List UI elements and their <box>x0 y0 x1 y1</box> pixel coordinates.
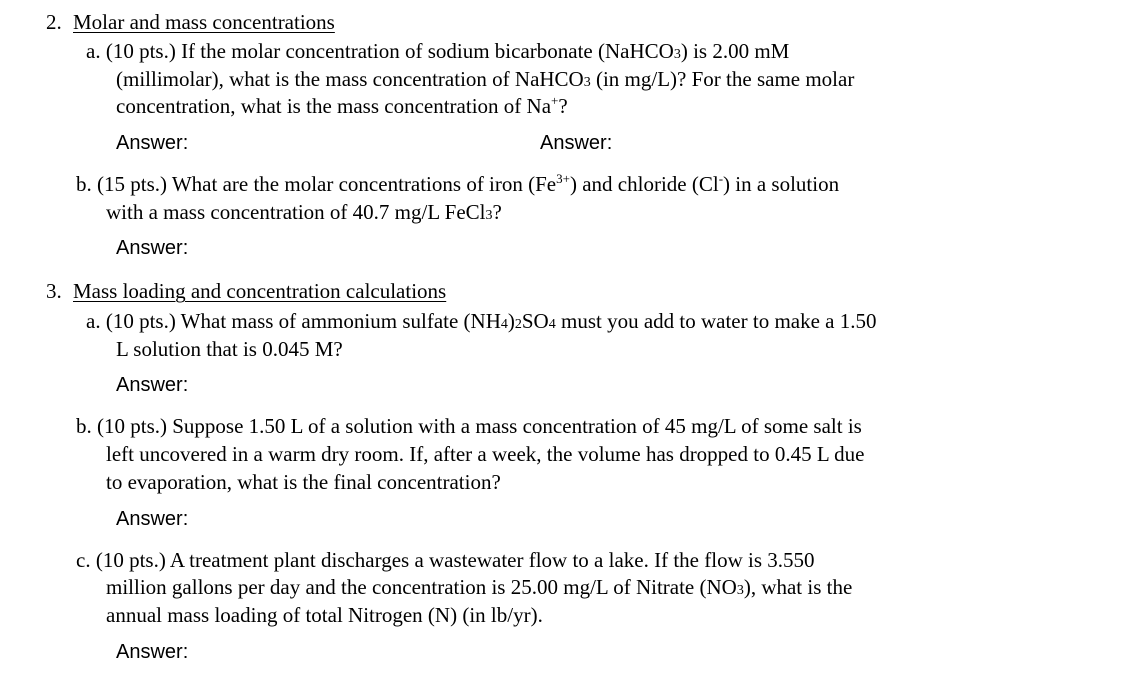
q2b-answer-label: Answer: <box>116 237 189 259</box>
q2a-answer-right-label: Answer: <box>540 132 613 154</box>
q3b-answer-label: Answer: <box>116 508 189 530</box>
q2b-line-2: with a mass concentration of 40.7 mg/L FeCl3? <box>106 200 502 224</box>
question-title: Molar and mass concentrations <box>73 10 335 34</box>
q3a-line-2: L solution that is 0.045 M? <box>116 337 343 361</box>
question-number: 3. <box>46 279 62 303</box>
q3c-line-3: annual mass loading of total Nitrogen (N) (in lb/yr). <box>106 603 543 627</box>
question-3-heading <box>46 278 446 304</box>
q3c-line-2: million gallons per day and the concentration is 25.00 mg/L of Nitrate (NO3), what is the <box>106 575 853 599</box>
q3a-answer-label: Answer: <box>116 374 189 396</box>
q3c-answer-label: Answer: <box>116 641 189 663</box>
q3c-line-1: c. (10 pts.) A treatment plant discharges a wastewater flow to a lake. If the flow is 3.550 <box>76 548 815 572</box>
q3b-line-1: b. (10 pts.) Suppose 1.50 L of a solution with a mass concentration of 45 mg/L of some salt is <box>76 414 862 438</box>
q2b-line-1: b. (15 pts.) What are the molar concentrations of iron $(Fe^{3+})$ and chloride (Cl-) in a solution <box>76 171 840 196</box>
q2a-line-3: concentration, what is the mass concentration of Na+? <box>116 93 568 118</box>
q2a-answer-left-label: Answer: <box>116 132 189 154</box>
q3a-line-1: a. (10 pts.) What mass of ammonium sulfate (NH4)2SO4 must you add to water to make a 1.50 <box>86 309 877 333</box>
question-title: Mass loading and concentration calculations <box>73 279 447 303</box>
question-2-heading <box>46 9 335 35</box>
q2a-line-2: (millimolar), what is the mass concentration of NaHCO3 (in mg/L)? For the same molar <box>116 67 855 91</box>
q2a-line-1: a. (10 pts.) If the molar concentration of sodium bicarbonate (NaHCO3) is 2.00 mM <box>86 39 790 63</box>
q3b-line-2: left uncovered in a warm dry room. If, after a week, the volume has dropped to 0.45 L due <box>106 442 865 466</box>
question-number: 2. <box>46 10 62 34</box>
q3b-line-3: to evaporation, what is the final concentration? <box>106 470 501 494</box>
